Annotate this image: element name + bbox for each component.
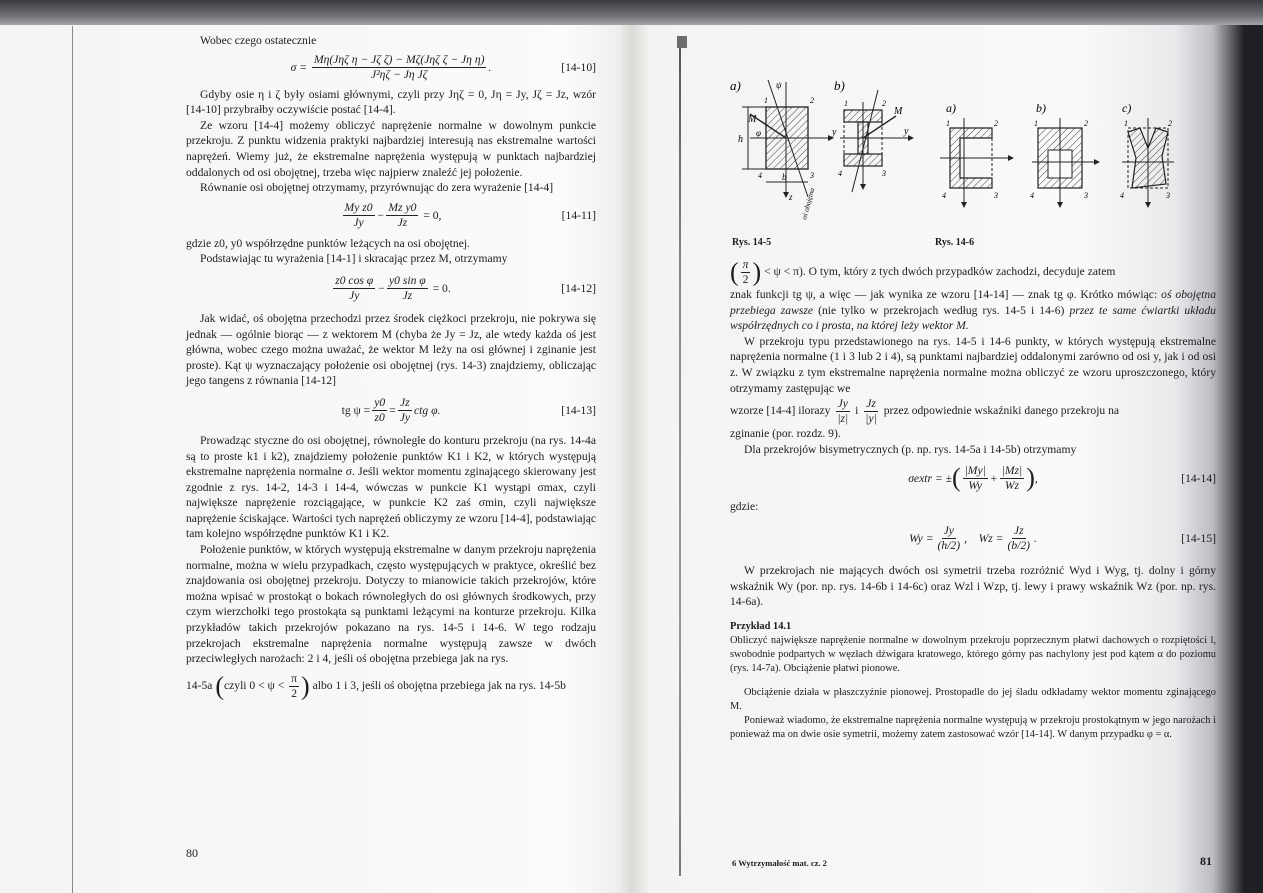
equation-14-11: $\frac{\text{My z0}}{Jy}$ − $\frac{\text{Mz y0}}{Jz}$ = 0, [14-11] (344, 201, 596, 230)
paragraph: W przekroju typu przedstawionego na rys. 14-5 i 14-6 punkty, w których występują ekstremalne naprężenia normalne (1 i 3 lub 2 i 4), są punktami najbardziej oddalonymi zarówno od osi y, jak i od osi z. W związku z tym ekstremalne naprężenia normalne można obliczyć ze wzoru uproszczonego, który otrzymamy zastępując we (730, 334, 1216, 395)
text: przez odpowiednie wskaźniki danego przekroju na (883, 404, 1120, 418)
svg-text:oś obojętna: oś obojętna (800, 187, 817, 221)
denominator: |z| (837, 412, 849, 425)
svg-text:4: 4 (1030, 191, 1034, 200)
eq-tail: . (488, 60, 492, 74)
svg-text:3: 3 (1084, 191, 1088, 200)
svg-text:1: 1 (764, 96, 768, 105)
numerator: z0 cos φ (335, 274, 374, 288)
left-text-column (186, 31, 596, 701)
eq-lhs: σextr = ± (908, 471, 952, 485)
paragraph (730, 287, 1216, 334)
numerator: Jz (400, 396, 410, 410)
eq-tail: = 0. (432, 282, 451, 296)
figure-14-6 (940, 100, 1180, 240)
example-solution: Obciążenie działa w płaszczyźnie pionowej. Prostopadle do jej śladu odkładamy wektor momentu zginającego M. (730, 686, 1216, 712)
paragraph: Równanie osi obojętnej otrzymamy, przyrównując do zera wyrażenie [14-4] (200, 181, 554, 195)
gdzie-label: gdzie: (730, 500, 759, 514)
example-solution: Ponieważ wiadomo, że ekstremalne naprężenia normalne występują w przekroju prostokątnym w jego narożach i ponieważ ma on dwie osie symetrii, możemy zatem zastosować wzór [14-14]. W danym przypadku φ = α. (730, 714, 1216, 740)
fraction (398, 396, 412, 425)
figure-14-5 (728, 72, 928, 232)
fraction (863, 397, 879, 426)
svg-text:3: 3 (1166, 191, 1170, 200)
paragraph: W przekrojach nie mających dwóch osi symetrii trzeba rozróżnić Wyd i Wyg, tj. dolny i górny wskaźnik Wy (por. np. rys. 14-6b i 14-6c) oraz Wzl i Wzp, tj. lewy i prawy wskaźnik Wz (por. np. rys. 14-6a). (730, 563, 1216, 609)
emphasis-text: przez te same ćwiartki układu współrzędnych co i prosta, na której leży wektor M. (730, 303, 1216, 333)
eq-tail: = 0, (423, 208, 442, 222)
numerator: Jy (943, 524, 954, 538)
numerator: π (742, 258, 749, 271)
text: wzorze [14-4] ilorazy (730, 404, 831, 418)
svg-text:4: 4 (838, 169, 842, 178)
equation-14-12: $\frac{\text{z0 cos φ}}{Jy}$ − $\frac{\text{y0 sin φ}}{Jz}$ = 0. [14-12] (335, 274, 596, 303)
right-text-column (730, 258, 1216, 742)
paragraph-last-line: 14-5a (czyli 0 < ψ < $\frac{\pi}{2}$ ) albo 1 i 3, jeśli oś obojętna przebiega jak na rys. 14-5b (186, 671, 566, 701)
denominator: Wy (968, 478, 983, 492)
example-title: Przykład 14.1 (730, 620, 792, 632)
emphasis-text: oś obojętna przebiega zawsze (730, 288, 1216, 317)
svg-text:3: 3 (994, 191, 998, 200)
fraction (1005, 524, 1032, 553)
equation-14-15: Wy = $\frac{Jy}{(h/2)}$ , Wz = $\frac{Jz}{(b/2)}$ . [14-15] (909, 524, 1216, 553)
paragraph-first-line: ( $\frac{\pi}{2}$ ) < ψ < π). O tym, który z tych dwóch przypadków zachodzi, decyduje zatem (730, 257, 1116, 287)
paragraph: gdzie z0, y0 współrzędne punktów leżących na osi obojętnej. (186, 236, 470, 250)
paragraph: Jak widać, oś obojętna przechodzi przez środek ciężkoci przekroju, nie pokrywa się jednak — ogólnie biorąc — z wektorem M (chyba że Jy = Jz, ale wtedy każda oś jest główna, wobec czego można uważać, że wektor M leży na osi głównej i zginanie jest proste). Kąt ψ wyznaczający położenie osi obojętnej (rys. 14-3) znajdziemy, obliczając jego tangens z równania [14-12] (186, 311, 596, 388)
equation-number: [14-11] (561, 208, 596, 222)
denominator: Jy (399, 411, 411, 425)
figure-caption-14-6: Rys. 14-6 (935, 237, 975, 248)
panel-label-a: a) (730, 78, 741, 93)
svg-text:y: y (832, 127, 837, 138)
equation-number: [14-10] (561, 60, 596, 74)
svg-text:M: M (894, 106, 903, 117)
denominator: z0 (374, 411, 385, 425)
page-number: 81 (1200, 854, 1212, 868)
svg-text:b: b (782, 172, 787, 182)
denominator: (h/2) (937, 539, 961, 553)
svg-text:1: 1 (1034, 119, 1038, 128)
paragraph: Podstawiając tu wyrażenia [14-1] i skracając przez M, otrzymamy (200, 252, 508, 266)
fraction (963, 464, 988, 493)
svg-text:2: 2 (994, 119, 998, 128)
equation-14-13 (186, 389, 596, 433)
page-number: 80 (186, 846, 198, 860)
eq-lhs: σ = (290, 60, 308, 74)
eq-tail: ctg φ. (414, 404, 441, 418)
eq-lhs: tg ψ = (341, 404, 371, 418)
text: < ψ < π). O tym, który z tych dwóch przypadków zachodzi, decyduje zatem (764, 265, 1116, 279)
svg-text:4: 4 (942, 191, 946, 200)
eq-fraction (312, 53, 486, 82)
fraction (387, 274, 428, 303)
numerator: |My| (964, 463, 986, 477)
svg-text:ψ: ψ (776, 80, 782, 90)
svg-text:φ: φ (756, 128, 761, 138)
equation-number: [14-14] (1181, 471, 1216, 485)
left-page (0, 25, 620, 893)
paragraph: Prowadząc styczne do osi obojętnej, równoległe do konturu przekroju (na rys. 14-4a są to proste k1 i k2), znajdziemy położenie punktów K1 i K2, w których występują ekstremalne naprężenia normalne σ. Jeśli wektor momentu zginającego skierowany jest zgodnie z rys. 14-2, 14-3 i 14-4, wówczas w punkcie K1 wystąpi σmax, czyli największe naprężenie rozciągające, w punkcie K2 zaś σmin, czyli największe naprężenie ściskające. Wartości tych naprężeń obliczymy ze wzoru [14-4], podstawiając tam kolejno współrzędne punktów K1 i K2. (186, 433, 596, 541)
text: czyli 0 < ψ < (223, 678, 285, 692)
svg-text:b): b) (1036, 101, 1046, 115)
text: znak funkcji tg ψ, a więc — jak wynika ze wzoru [14-14] — znak tg φ. Krótko mówiąc: (730, 288, 1162, 301)
figure-caption-14-5: Rys. 14-5 (732, 237, 772, 248)
fraction (936, 524, 963, 553)
fraction (835, 397, 850, 426)
denominator: Jz (397, 216, 408, 230)
numerator: |Mz| (1001, 463, 1023, 477)
equation-14-10 (186, 49, 596, 87)
numerator: My z0 (344, 201, 373, 215)
fraction (741, 258, 751, 287)
numerator: Mz y0 (388, 201, 417, 215)
svg-text:2: 2 (810, 96, 814, 105)
numerator: Jy (837, 397, 848, 410)
denominator: Jy (349, 289, 360, 303)
svg-text:3: 3 (882, 169, 886, 178)
text: 14-5a (186, 678, 213, 692)
equation-number: [14-15] (1181, 532, 1216, 546)
eq-mid: = (389, 404, 396, 418)
denominator: |y| (865, 412, 877, 425)
eq-lhs: Wz = (978, 532, 1004, 546)
denominator: Jy (353, 216, 364, 230)
svg-text:c): c) (1122, 101, 1132, 115)
numerator: y0 (374, 396, 386, 410)
svg-text:1: 1 (946, 119, 950, 128)
numerator: Jz (866, 397, 876, 410)
paragraph: Położenie punktów, w których występują ekstremalne w danym przekroju naprężenia normalne, można w wielu przypadkach, często występujących w praktyce, określić bez znajdowania osi obojętnej przekroju. Dotyczy to mianowicie takich przekrojów, które można wpisać w prostokąt o bokach równoległych do osi głównych środkowych, przy czym wierzchołki tego prostokąta są punktami leżącymi na konturze przekroju. Kilka przykładów takich przekrojów pokazano na rys. 14-5 i 14-6. W tego rodzaju przekrojach ekstremalne naprężenia normalne występują zawsze w dwóch przeciwległych narożach: 2 i 4, jeśli oś obojętna przebiega jak na rys. (186, 543, 596, 666)
intro-text: Wobec czego ostatecznie (200, 34, 317, 47)
numerator: Jz (1013, 524, 1024, 538)
svg-text:4: 4 (1120, 191, 1124, 200)
book-gutter (679, 36, 681, 876)
svg-text:z: z (789, 192, 793, 202)
svg-text:h: h (738, 134, 743, 145)
text: albo 1 i 3, jeśli oś obojętna przebiega jak na rys. 14-5b (312, 678, 566, 692)
denominator: 2 (742, 273, 749, 286)
fraction (386, 201, 418, 230)
svg-text:M: M (748, 114, 757, 125)
scanner-top-shadow (0, 0, 1263, 26)
svg-text:1: 1 (844, 99, 848, 108)
denominator: Jz (402, 289, 413, 303)
fraction (343, 201, 375, 230)
fraction (1000, 464, 1025, 493)
svg-text:y: y (904, 126, 909, 137)
svg-text:2: 2 (1168, 119, 1172, 128)
equation-number: [14-12] (561, 282, 596, 296)
denominator: 2 (291, 686, 297, 700)
numerator: y0 sin φ (389, 274, 426, 288)
svg-text:a): a) (946, 101, 956, 115)
paragraph: zginanie (por. rozdz. 9). (730, 427, 841, 441)
svg-text:2: 2 (1084, 119, 1088, 128)
equation-number: [14-13] (561, 404, 596, 418)
denominator: Wz (1004, 478, 1019, 492)
paragraph: Ze wzoru [14-4] możemy obliczyć naprężenie normalne w dowolnym punkcie przekroju. Z punktu widzenia praktyki najbardziej interesują nas ekstremalne wartości naprężeń. Wiemy już, że ekstremalne naprężenia występują w punktach najbardziej oddalonych od osi obojętnej, trzeba więc najpierw znaleźć jej położenie. (186, 118, 596, 179)
fraction (372, 396, 387, 425)
paragraph-fraction-line (730, 396, 1216, 426)
panel-label-b: b) (834, 78, 845, 93)
svg-text:3: 3 (810, 171, 814, 180)
svg-text:1: 1 (1124, 119, 1128, 128)
numerator: Mη(Jηζ η − Jζ ζ) − Mζ(Jηζ ζ − Jη η) (313, 53, 485, 67)
denominator: (b/2) (1007, 539, 1031, 553)
example-task: Obliczyć największe naprężenie normalne w dowolnym przekroju poprzecznym płatwi dachowych o rozpiętości l, swobodnie podpartych w węzłach dźwigara kratowego, którego górny pas nachylony jest pod kątem α do poziomu (rys. 14-7a). Obciążenie płatwi pionowe. (730, 634, 1216, 674)
text: i (855, 404, 859, 418)
eq-tail: , (1034, 471, 1038, 485)
denominator: J²ηζ − Jη Jζ (371, 68, 428, 82)
footer-note: 6 Wytrzymałość mat. cz. 2 (732, 858, 827, 868)
paragraph: Gdyby osie η i ζ były osiami głównymi, czyli przy Jηζ = 0, Jη = Jy, Jζ = Jz, wzór [14-10] przybrałby oczywiście postać [14-4]. (186, 87, 596, 117)
numerator: π (291, 671, 298, 685)
svg-text:4: 4 (758, 171, 762, 180)
eq-lhs: Wy = (909, 532, 934, 546)
svg-text:2: 2 (882, 99, 886, 108)
fraction (289, 672, 299, 701)
text: (nie tylko w przekrojach według rys. 14-5 i 14-6) (813, 303, 1070, 317)
fraction (333, 274, 375, 303)
equation-14-14: σextr = ± ( $\frac{|My|}{Wy}$ + $\frac{|Mz|}{Wz}$ ) , [14-14] (908, 463, 1216, 493)
paragraph: Dla przekrojów bisymetrycznych (p. np. rys. 14-5a i 14-5b) otrzymamy (744, 442, 1077, 456)
